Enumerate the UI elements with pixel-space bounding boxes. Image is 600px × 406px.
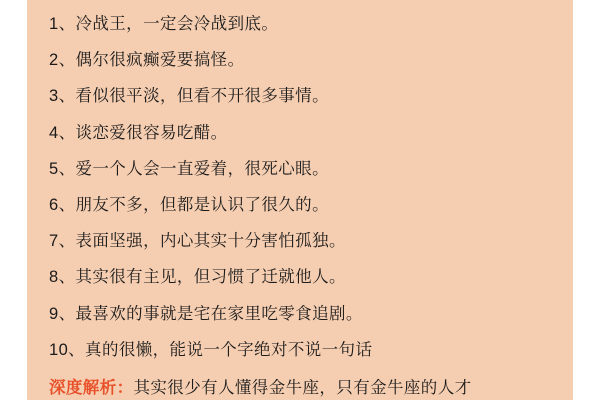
list-item: 2、偶尔很疯癫爱要搞怪。: [49, 51, 245, 70]
list-item: 1、冷战王，一定会冷战到底。: [49, 15, 279, 33]
list-item: 3、看似很平淡，但看不开很多事情。: [49, 87, 329, 106]
trait-list: [49, 6, 551, 368]
list-item: 5、爱一个人会一直爱着，很死心眼。: [49, 159, 329, 178]
list-item: 9、最喜欢的事就是宅在家里吃零食追剧。: [49, 304, 363, 323]
content-card: [27, 0, 573, 400]
left-margin: [0, 0, 27, 400]
analysis-label: 深度解析：: [49, 379, 134, 398]
list-item: 6、朋友不多，但都是认识了很久的。: [49, 196, 329, 215]
analysis-text: 其实很少有人懂得金牛座，只有金牛座的人才: [133, 379, 472, 398]
list-item: 4、谈恋爱很容易吃醋。: [49, 123, 228, 142]
list-item: 7、表面坚强，内心其实十分害怕孤独。: [49, 232, 346, 251]
right-margin: [573, 0, 600, 400]
list-item: 8、其实很有主见，但习惯了迁就他人。: [49, 268, 346, 287]
list-item: 10、真的很懒，能说一个字绝对不说一句话: [49, 340, 373, 359]
analysis-paragraph: [49, 370, 551, 406]
